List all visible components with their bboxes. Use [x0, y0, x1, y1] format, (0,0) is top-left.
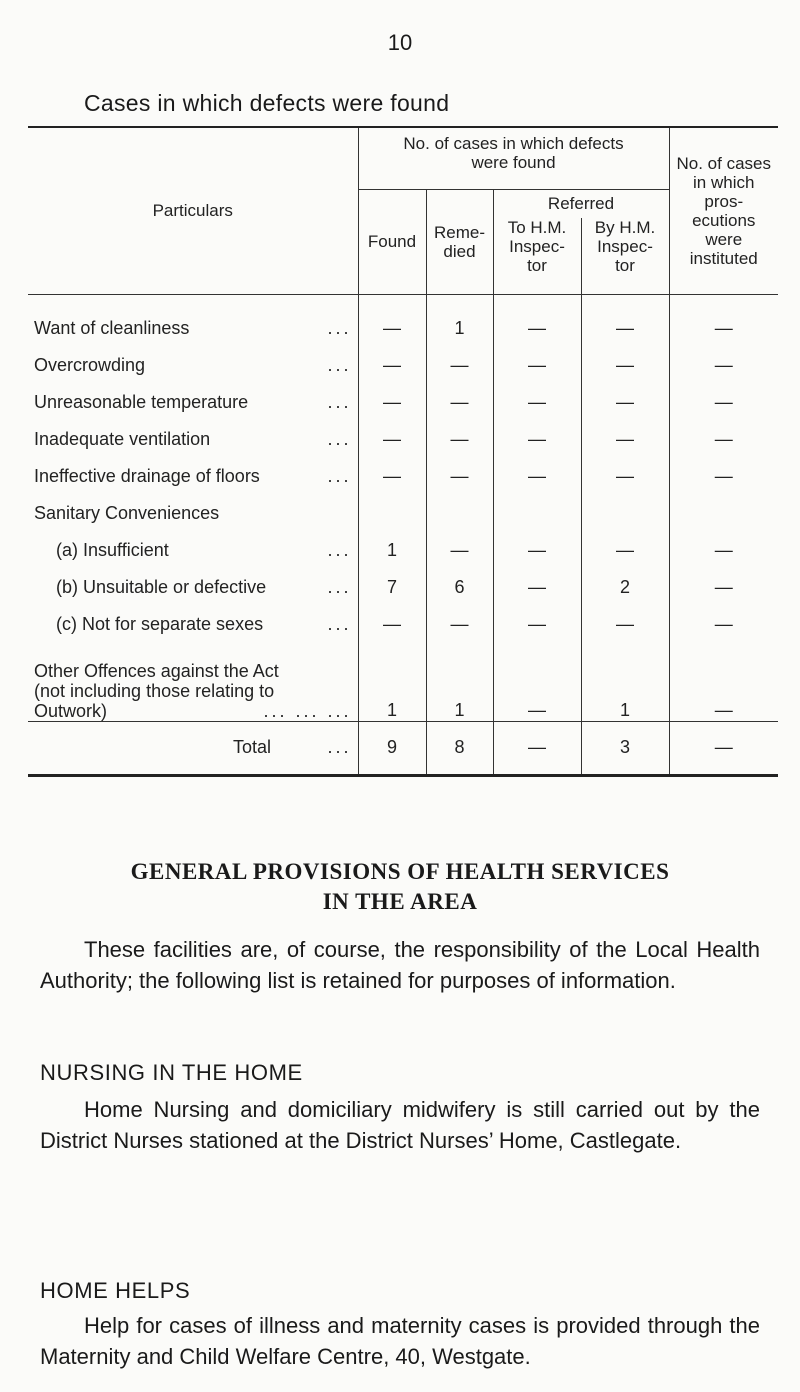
row-label: [28, 561, 358, 598]
cell-remedied: —: [426, 339, 493, 376]
cell-to-hm: —: [493, 598, 581, 635]
row-label: [28, 294, 358, 339]
leader-dots: ...: [327, 391, 352, 412]
general-heading-line-1: GENERAL PROVISIONS OF HEALTH SERVICES: [130, 859, 670, 884]
home-helps-text: Help for cases of illness and maternity cases is provided through the Maternity and Child Welfare Centre, 40, Westgate.: [40, 1313, 760, 1369]
row-label-line: Outwork): [34, 700, 108, 721]
cell-prosecutions: —: [669, 598, 778, 635]
header-found: Found: [358, 189, 426, 294]
defects-table: [28, 126, 778, 777]
cell-prosecutions: —: [669, 561, 778, 598]
row-label-text: Inadequate ventilation: [34, 428, 211, 449]
defects-table-body: [28, 294, 778, 775]
nursing-text: Home Nursing and domiciliary midwifery is still carried out by the District Nurses stationed at the District Nurses’ Home, Castlegate.: [40, 1097, 760, 1153]
row-label-line: Other Offences against the Act: [34, 660, 279, 681]
cell-to-hm: —: [493, 524, 581, 561]
table-row: [28, 524, 778, 561]
cell-by-hm: —: [581, 450, 669, 487]
page-number: 10: [387, 30, 413, 55]
cell-found: —: [358, 376, 426, 413]
cell-by-hm: —: [581, 376, 669, 413]
cell-to-hm: —: [493, 294, 581, 339]
defects-table-container: [28, 126, 778, 777]
table-row: [28, 339, 778, 376]
cell-by-hm: [581, 487, 669, 524]
cell-by-hm: —: [581, 339, 669, 376]
row-label: [28, 635, 358, 722]
cell-prosecutions: —: [669, 635, 778, 722]
header-referred: Referred: [547, 193, 615, 213]
cell-found: —: [358, 598, 426, 635]
leader-dots: ...: [327, 465, 352, 486]
cell-prosecutions: —: [669, 450, 778, 487]
table-row: [28, 598, 778, 635]
cell-found: —: [358, 294, 426, 339]
table-row: [28, 450, 778, 487]
general-intro-paragraph: [40, 934, 760, 996]
home-helps-paragraph: [40, 1310, 760, 1372]
cell-remedied: —: [426, 524, 493, 561]
cell-prosecutions: [669, 487, 778, 524]
cell-by-hm: —: [581, 598, 669, 635]
header-remedied: Reme-died: [426, 189, 493, 294]
cell-prosecutions: —: [669, 413, 778, 450]
table-row: [28, 413, 778, 450]
cell-found: 1: [358, 635, 426, 722]
cell-by-hm: 2: [581, 561, 669, 598]
row-label: [28, 450, 358, 487]
cell-remedied: —: [426, 450, 493, 487]
cell-remedied: 6: [426, 561, 493, 598]
leader-dots: ...: [327, 354, 352, 375]
nursing-heading: NURSING IN THE HOME: [40, 1060, 303, 1085]
table-row: [28, 294, 778, 339]
row-label-text: (b) Unsuitable or defective: [56, 576, 267, 597]
table-title: Cases in which defects were found: [84, 90, 450, 116]
cell-found: —: [358, 339, 426, 376]
cell-to-hm: [493, 487, 581, 524]
total-by-hm: 3: [581, 721, 669, 775]
cell-by-hm: 1: [581, 635, 669, 722]
home-helps-heading: HOME HELPS: [40, 1278, 191, 1303]
general-heading-line-2: IN THE AREA: [322, 889, 478, 914]
general-intro-text: These facilities are, of course, the responsibility of the Local Health Authority; the following list is retained for purposes of information.: [40, 937, 760, 993]
row-label-text: Ineffective drainage of floors: [34, 465, 260, 486]
cell-found: [358, 487, 426, 524]
leader-dots: ...: [327, 428, 352, 449]
cell-by-hm: —: [581, 524, 669, 561]
nursing-paragraph: [40, 1094, 760, 1156]
cell-found: 7: [358, 561, 426, 598]
total-remedied: 8: [426, 721, 493, 775]
cell-found: —: [358, 450, 426, 487]
header-referred-group: [493, 189, 669, 294]
cell-remedied: [426, 487, 493, 524]
total-to-hm: —: [493, 721, 581, 775]
row-label: [28, 598, 358, 635]
row-label-line: (not including those relating to: [34, 680, 275, 701]
leader-dots: ...: [327, 539, 352, 560]
cell-remedied: —: [426, 598, 493, 635]
cell-by-hm: —: [581, 413, 669, 450]
cell-by-hm: —: [581, 294, 669, 339]
cell-remedied: —: [426, 413, 493, 450]
cell-to-hm: —: [493, 413, 581, 450]
cell-prosecutions: —: [669, 339, 778, 376]
row-label: [28, 487, 358, 524]
row-label-text: (a) Insufficient: [56, 539, 169, 560]
row-label: [28, 524, 358, 561]
cell-remedied: 1: [426, 294, 493, 339]
table-row: [28, 561, 778, 598]
row-label-text: (c) Not for separate sexes: [56, 613, 264, 634]
header-to-hm: To H.M. Inspec-tor: [507, 217, 567, 275]
cell-remedied: —: [426, 376, 493, 413]
row-label-text: Want of cleanliness: [34, 317, 190, 338]
leader-dots: ...: [327, 613, 352, 634]
general-provisions-heading: [0, 857, 800, 917]
row-label: [28, 413, 358, 450]
cell-found: —: [358, 413, 426, 450]
cell-prosecutions: —: [669, 376, 778, 413]
cell-to-hm: —: [493, 339, 581, 376]
cell-to-hm: —: [493, 635, 581, 722]
cell-to-hm: —: [493, 561, 581, 598]
total-label-cell: [28, 721, 358, 775]
table-row: [28, 376, 778, 413]
cell-found: 1: [358, 524, 426, 561]
leader-dots: ...: [327, 576, 352, 597]
header-cases-group: No. of cases in which defects were found: [358, 127, 669, 189]
row-label: [28, 339, 358, 376]
table-row: [28, 487, 778, 524]
total-label: Total: [233, 737, 272, 757]
row-label: [28, 376, 358, 413]
table-row: [28, 635, 778, 722]
cell-prosecutions: —: [669, 524, 778, 561]
total-row: [28, 721, 778, 775]
header-particulars: Particulars: [28, 127, 358, 294]
leader-dots: ...: [327, 317, 352, 338]
leader-dots: ... ... ...: [263, 700, 352, 721]
header-by-hm: By H.M. Inspec-tor: [581, 218, 669, 294]
row-label-text: Sanitary Conveniences: [34, 502, 220, 523]
total-found: 9: [358, 721, 426, 775]
cell-prosecutions: —: [669, 294, 778, 339]
row-label-text: Unreasonable temperature: [34, 391, 249, 412]
leader-dots: ...: [327, 737, 352, 757]
cell-to-hm: —: [493, 450, 581, 487]
cell-remedied: 1: [426, 635, 493, 722]
header-prosecutions: No. of cases in which pros-ecutions were instituted: [669, 127, 778, 294]
total-prosecutions: —: [669, 721, 778, 775]
cell-to-hm: —: [493, 376, 581, 413]
row-label-text: Overcrowding: [34, 354, 146, 375]
